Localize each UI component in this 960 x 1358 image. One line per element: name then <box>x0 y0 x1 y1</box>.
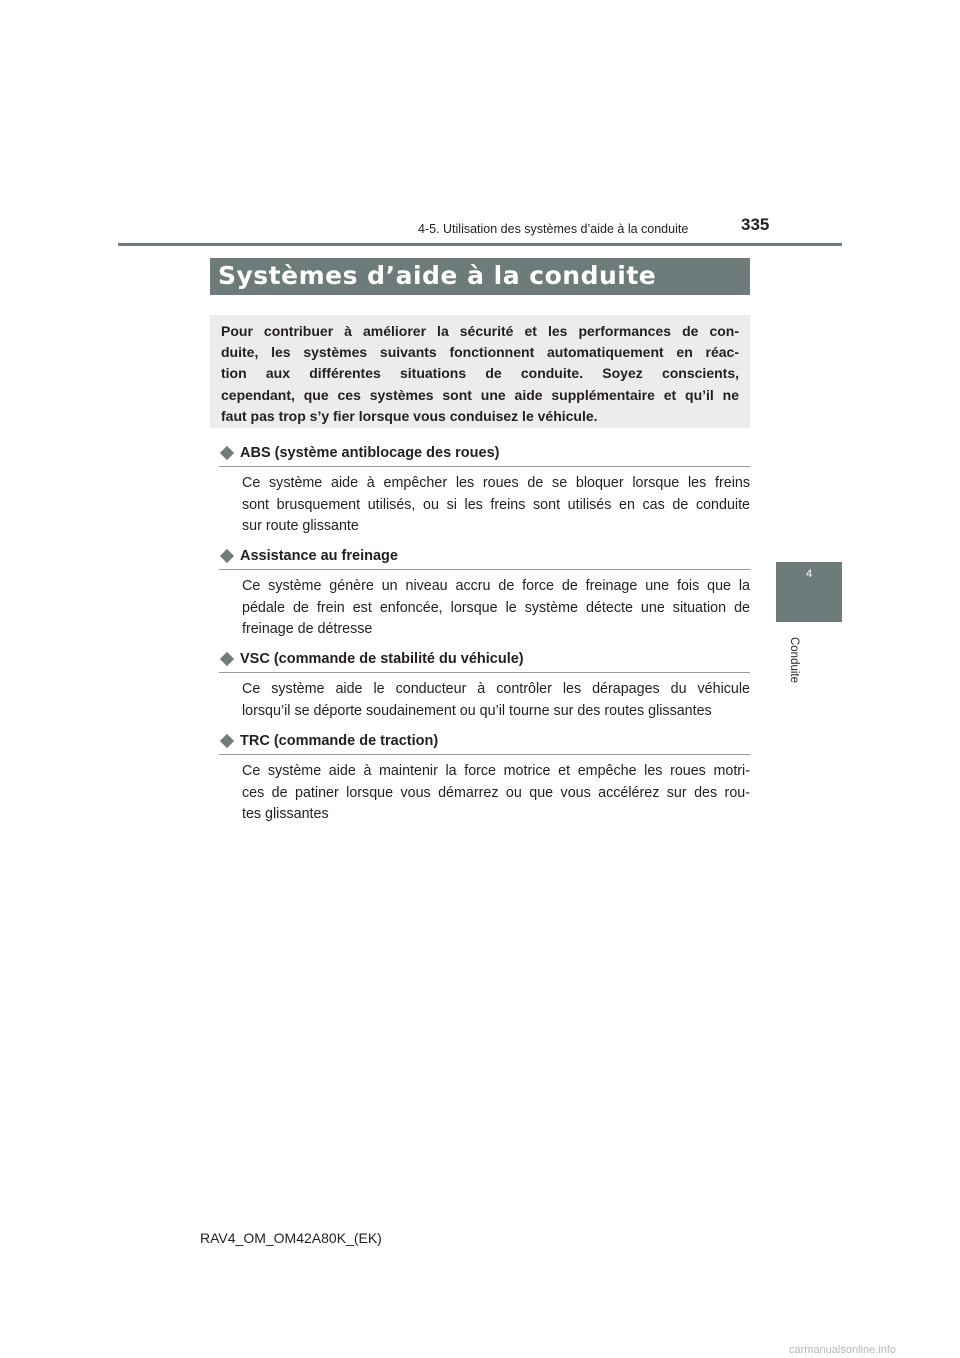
title-bar <box>210 258 750 295</box>
header-section-path: 4-5. Utilisation des systèmes d’aide à la conduite <box>418 222 689 236</box>
section-title: ABS (système antiblocage des roues) <box>240 445 500 461</box>
body-line: Ce système aide à maintenir la force motrice et empêche les roues motri- <box>242 763 750 779</box>
body-line: Ce système aide le conducteur à contrôler les dérapages du véhicule <box>242 681 750 697</box>
intro-line: Pour contribuer à améliorer la sécurité et les performances de con- <box>221 323 739 339</box>
intro-line: cependant, que ces systèmes sont une aide supplémentaire et qu’il ne <box>221 386 739 403</box>
diamond-bullet-icon <box>220 734 234 748</box>
body-line: Ce système aide à empêcher les roues de se bloquer lorsque les freins <box>242 475 750 491</box>
intro-line: tion aux différentes situations de conduite. Soyez conscients, <box>221 365 739 382</box>
intro-box <box>210 315 750 428</box>
intro-line: faut pas trop s’y fier lorsque vous conduisez le véhicule. <box>221 407 598 424</box>
body-line: sur route glissante <box>242 518 359 534</box>
body-line: ces de patiner lorsque vous démarrez ou que vous accélérez sur des rou- <box>242 784 750 801</box>
watermark: carmanualsonline.info <box>789 1344 897 1356</box>
page-title: Systèmes d’aide à la conduite <box>218 261 657 290</box>
section-trc <box>219 732 750 826</box>
section-body <box>242 473 750 538</box>
body-line: Ce système génère un niveau accru de force de freinage une fois que la <box>242 578 750 594</box>
chapter-label <box>776 630 812 690</box>
section-title: TRC (commande de traction) <box>240 733 439 749</box>
diamond-bullet-icon <box>220 446 234 460</box>
section-title: Assistance au freinage <box>240 548 398 564</box>
intro-line: duite, les systèmes suivants fonctionnent automatiquement en réac- <box>221 344 739 361</box>
diamond-bullet-icon <box>220 652 234 666</box>
section-heading <box>219 650 750 673</box>
section-vsc <box>219 650 750 722</box>
section-body <box>242 679 750 722</box>
body-line: sont brusquement utilisés, ou si les freins sont utilisés en cas de conduite <box>242 496 750 513</box>
section-body <box>242 576 750 641</box>
body-line: freinage de détresse <box>242 621 373 637</box>
section-heading <box>219 732 750 755</box>
section-title: VSC (commande de stabilité du véhicule) <box>240 651 524 667</box>
section-brake-assist <box>219 547 750 641</box>
header-rule <box>118 243 842 246</box>
diamond-bullet-icon <box>220 549 234 563</box>
body-line: pédale de frein est enfoncée, lorsque le système détecte une situation de <box>242 599 750 616</box>
section-heading <box>219 547 750 570</box>
section-abs <box>219 444 750 538</box>
body-line: lorsqu’il se déporte soudainement ou qu’il tourne sur des routes glissantes <box>242 702 712 719</box>
page-number: 335 <box>741 215 770 234</box>
chapter-label-text: Conduite <box>788 636 801 684</box>
section-heading <box>219 444 750 467</box>
chapter-tab: 4 <box>776 562 842 622</box>
section-body <box>242 761 750 826</box>
footer-code: RAV4_OM_OM42A80K_(EK) <box>200 1230 382 1246</box>
body-line: tes glissantes <box>242 806 329 822</box>
